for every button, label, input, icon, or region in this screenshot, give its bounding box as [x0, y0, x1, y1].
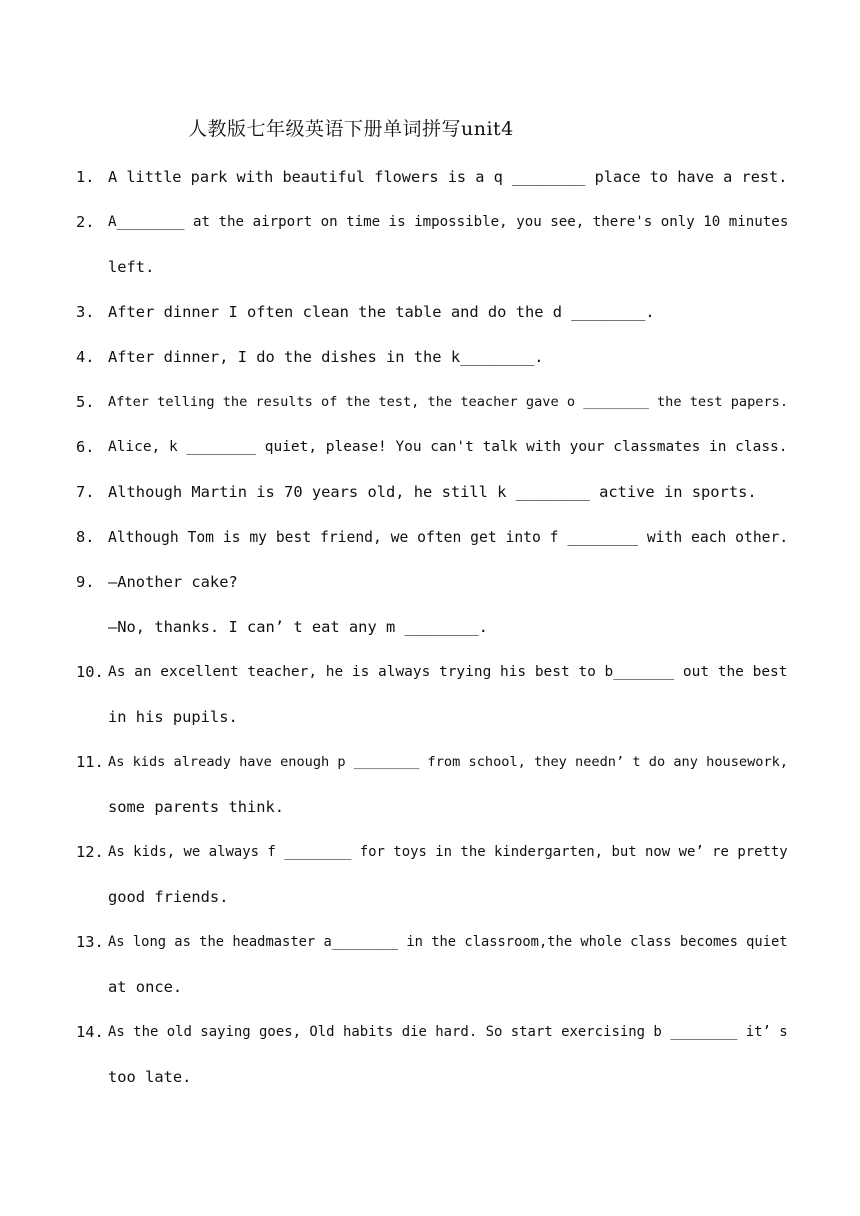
question-list [76, 155, 788, 1100]
question-item [76, 155, 788, 200]
question-text-continued: good friends. [108, 888, 229, 906]
question-text-continued: too late. [108, 1068, 192, 1086]
question-number: 8. [76, 528, 95, 546]
question-item [76, 1010, 788, 1100]
question-text: Although Martin is 70 years old, he still k ________ active in sports. [108, 483, 757, 501]
question-text: As the old saying goes, Old habits die hard. So start exercising b ________ it’ s [108, 1024, 788, 1040]
question-item [76, 335, 788, 380]
question-text: As long as the headmaster a________ in the classroom,the whole class becomes quiet [108, 934, 788, 950]
question-number: 10. [76, 663, 104, 681]
question-text-continued: some parents think. [108, 798, 285, 816]
question-number: 5. [76, 393, 95, 411]
question-item [76, 920, 788, 1010]
question-item [76, 830, 788, 920]
question-text-continued: —No, thanks. I can’ t eat any m ________. [108, 618, 488, 636]
question-number: 1. [76, 168, 95, 186]
question-item [76, 560, 788, 650]
question-number: 4. [76, 348, 95, 366]
question-item [76, 425, 788, 470]
question-text: A________ at the airport on time is impossible, you see, there's only 10 minutes [108, 214, 789, 230]
question-text: A little park with beautiful flowers is a q ________ place to have a rest. [108, 168, 788, 186]
question-text: As an excellent teacher, he is always trying his best to b_______ out the best [108, 664, 788, 680]
question-number: 7. [76, 483, 95, 501]
question-number: 12. [76, 843, 104, 861]
question-item [76, 740, 788, 830]
question-number: 14. [76, 1023, 104, 1041]
question-text: After dinner I often clean the table and do the d ________. [108, 303, 655, 321]
question-text: As kids, we always f ________ for toys in the kindergarten, but now we’ re pretty [108, 844, 788, 860]
question-text-continued: left. [108, 258, 155, 276]
question-item [76, 515, 788, 560]
question-item [76, 470, 788, 515]
question-text-continued: in his pupils. [108, 708, 238, 726]
question-number: 9. [76, 573, 95, 591]
question-number: 3. [76, 303, 95, 321]
question-item [76, 200, 788, 290]
question-number: 13. [76, 933, 104, 951]
question-text-continued: at once. [108, 978, 183, 996]
question-text: Alice, k ________ quiet, please! You can't talk with your classmates in class. [108, 439, 788, 455]
question-item [76, 650, 788, 740]
question-number: 6. [76, 438, 95, 456]
question-text: Although Tom is my best friend, we often get into f ________ with each other. [108, 529, 789, 546]
question-number: 2. [76, 213, 95, 231]
question-item [76, 380, 788, 425]
document-title: 人教版七年级英语下册单词拼写unit4 [188, 118, 514, 140]
question-number: 11. [76, 753, 104, 771]
question-text: After telling the results of the test, the teacher gave o ________ the test papers. [108, 394, 789, 410]
question-item [76, 290, 788, 335]
question-text: —Another cake? [108, 573, 238, 591]
question-text: After dinner, I do the dishes in the k________. [108, 348, 544, 366]
question-text: As kids already have enough p ________ from school, they needn’ t do any housework, [108, 754, 789, 770]
